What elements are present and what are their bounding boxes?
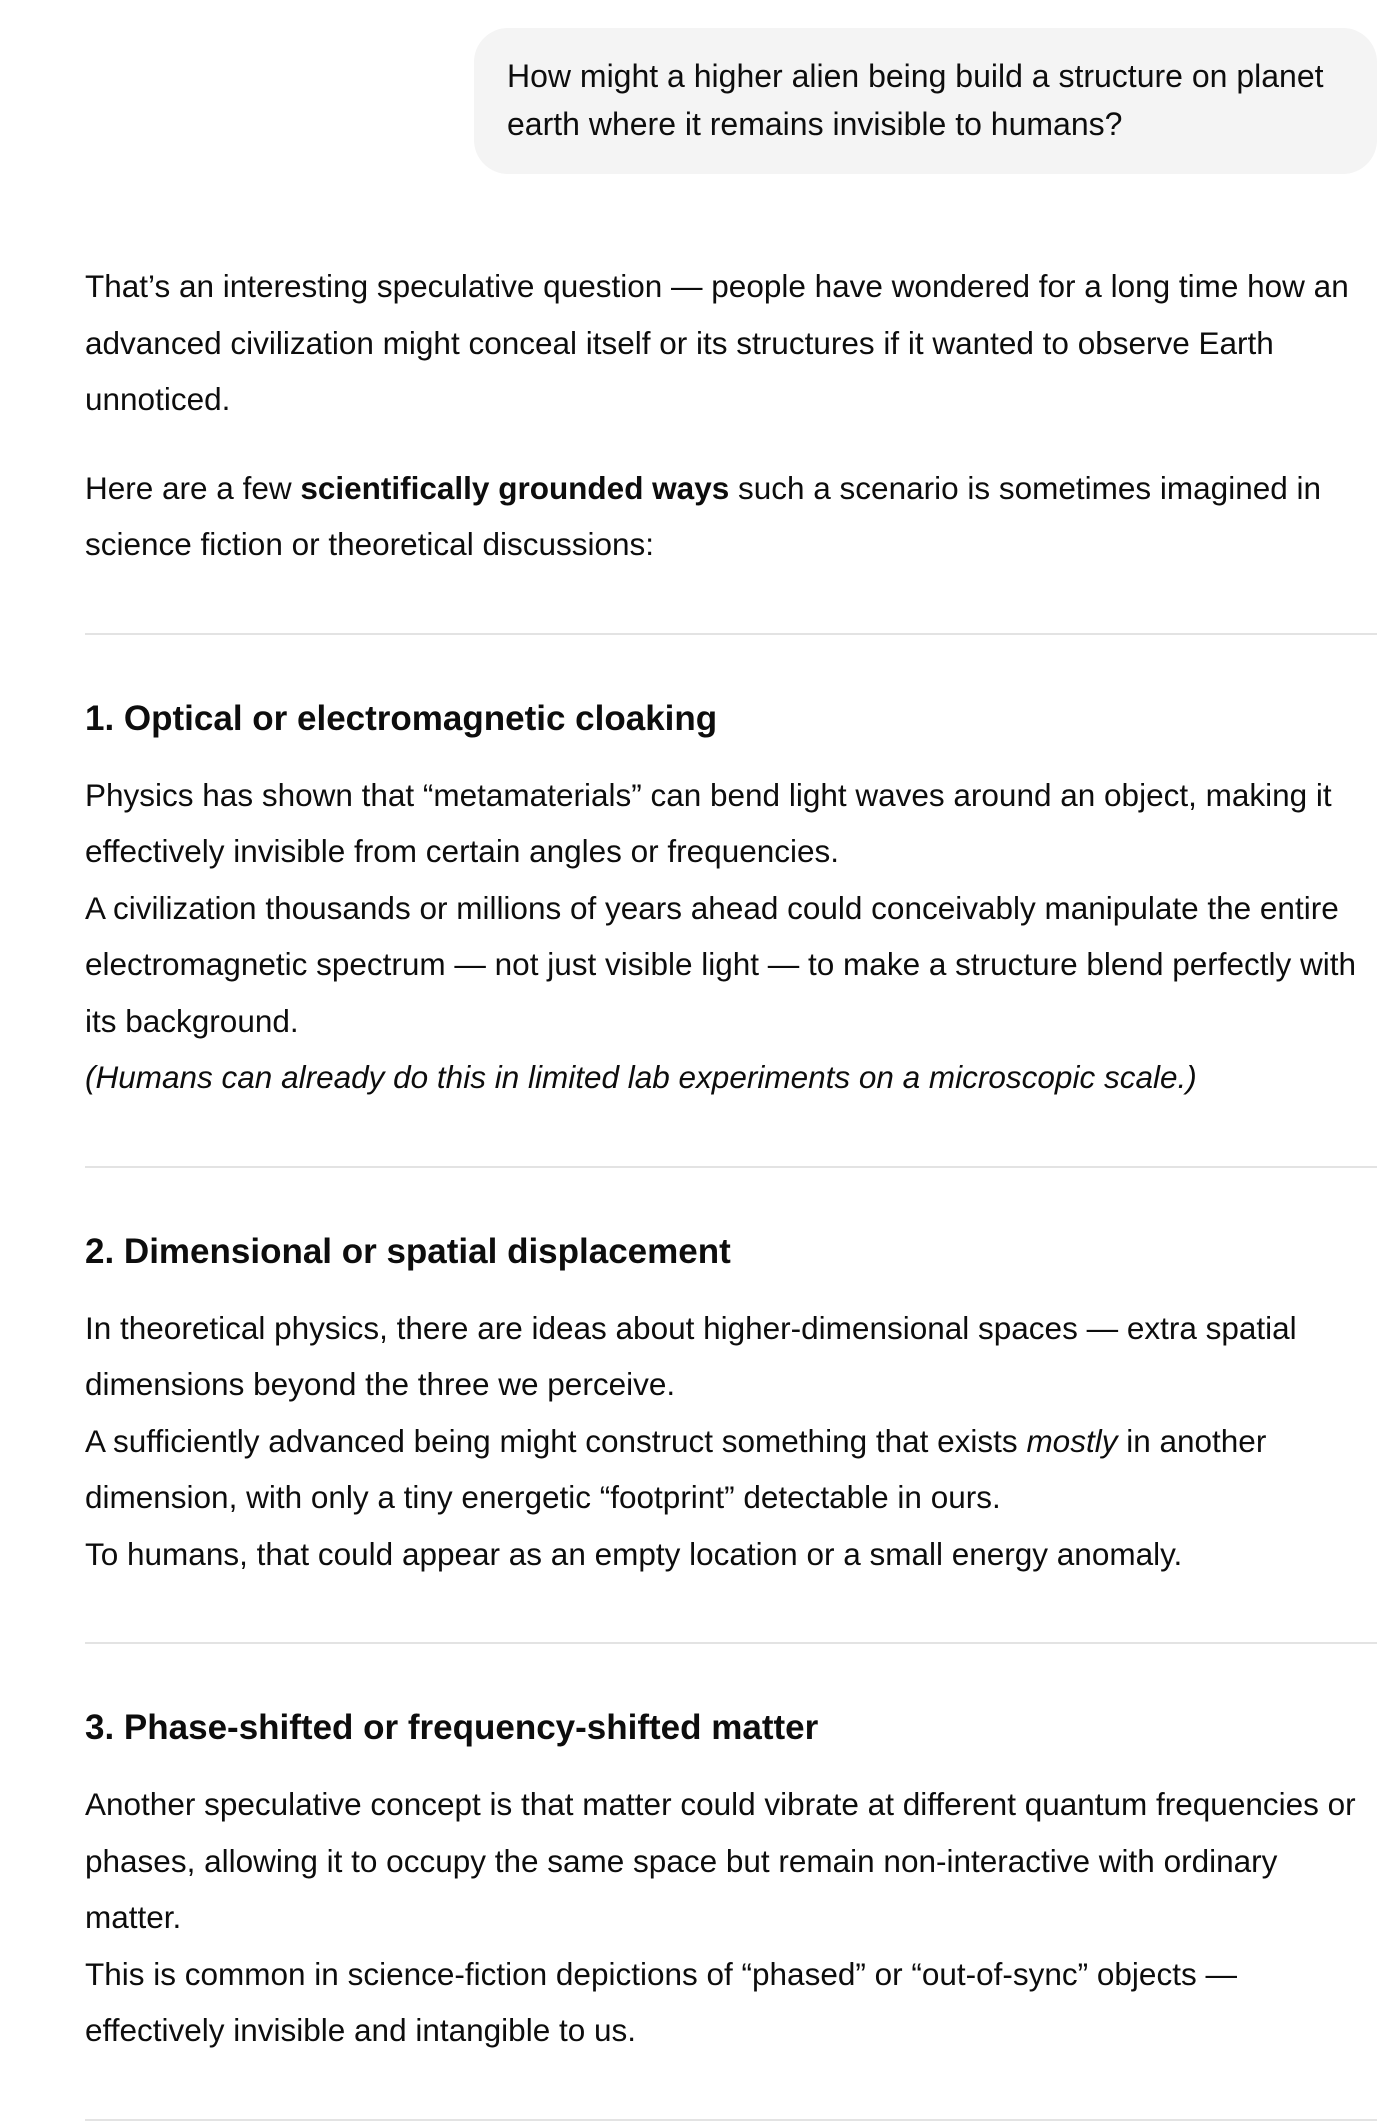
section-text: Another speculative concept is that matter could vibrate at different quantum frequencies or phases, allowing it to occupy the same space but remain non-interactive with ordinary matter.: [85, 1786, 1356, 1935]
intro-bold-text: scientifically grounded ways: [300, 469, 730, 506]
section-title: 3. Phase-shifted or frequency-shifted matter: [85, 1708, 819, 1747]
section-text: In theoretical physics, there are ideas about higher-dimensional spaces — extra spatial dimensions beyond the three we perceive.: [85, 1309, 1297, 1402]
section-text: A civilization thousands or millions of years ahead could conceivably manipulate the entire electromagnetic spectrum — not just visible light — to make a structure blend perfectly with its background.: [85, 889, 1357, 1039]
emphasis-text: mostly: [1026, 1422, 1118, 1459]
user-message-text: How might a higher alien being build a structure on planet earth where it remains invisible to humans?: [507, 58, 1324, 142]
text-before: A sufficiently advanced being might construct something that exists: [85, 1422, 1027, 1459]
user-message-bubble: [474, 28, 1377, 174]
section-text: To humans, that could appear as an empty location or a small energy anomaly.: [85, 1535, 1183, 1572]
section-text: This is common in science-fiction depictions of “phased” or “out-of-sync” objects — effectively invisible and intangible to us.: [85, 1955, 1237, 2048]
text-after: in another dimension, with only a tiny energetic “footprint” detectable in ours.: [85, 1422, 1267, 1515]
section-phase-shifted-matter: [85, 1644, 1377, 2119]
section-title: 2. Dimensional or spatial displacement: [85, 1231, 731, 1271]
section-divider: [85, 2119, 1377, 2121]
section-note: (Humans can already do this in limited lab experiments on a microscopic scale.): [85, 1059, 1197, 1095]
section-text: [85, 1413, 1377, 1526]
intro-text-after: such a scenario is sometimes imagined in science fiction or theoretical discussions:: [85, 469, 1322, 562]
user-message-row: [85, 0, 1377, 174]
chat-transcript: [85, 0, 1377, 2121]
section-optical-cloaking: [85, 635, 1377, 1166]
section-text: Physics has shown that “metamaterials” can bend light waves around an object, making it effectively invisible from certain angles or frequencies.: [85, 776, 1332, 869]
intro-paragraph: That’s an interesting speculative question — people have wondered for a long time how an advanced civilization might conceal itself or its structures if it wanted to observe Earth unnoticed.: [85, 268, 1349, 417]
intro-paragraph-2: [85, 460, 1377, 573]
section-title: 1. Optical or electromagnetic cloaking: [85, 698, 718, 738]
assistant-response: [85, 258, 1377, 2121]
section-dimensional-displacement: [85, 1168, 1377, 1643]
intro-text-before: Here are a few: [85, 469, 301, 506]
